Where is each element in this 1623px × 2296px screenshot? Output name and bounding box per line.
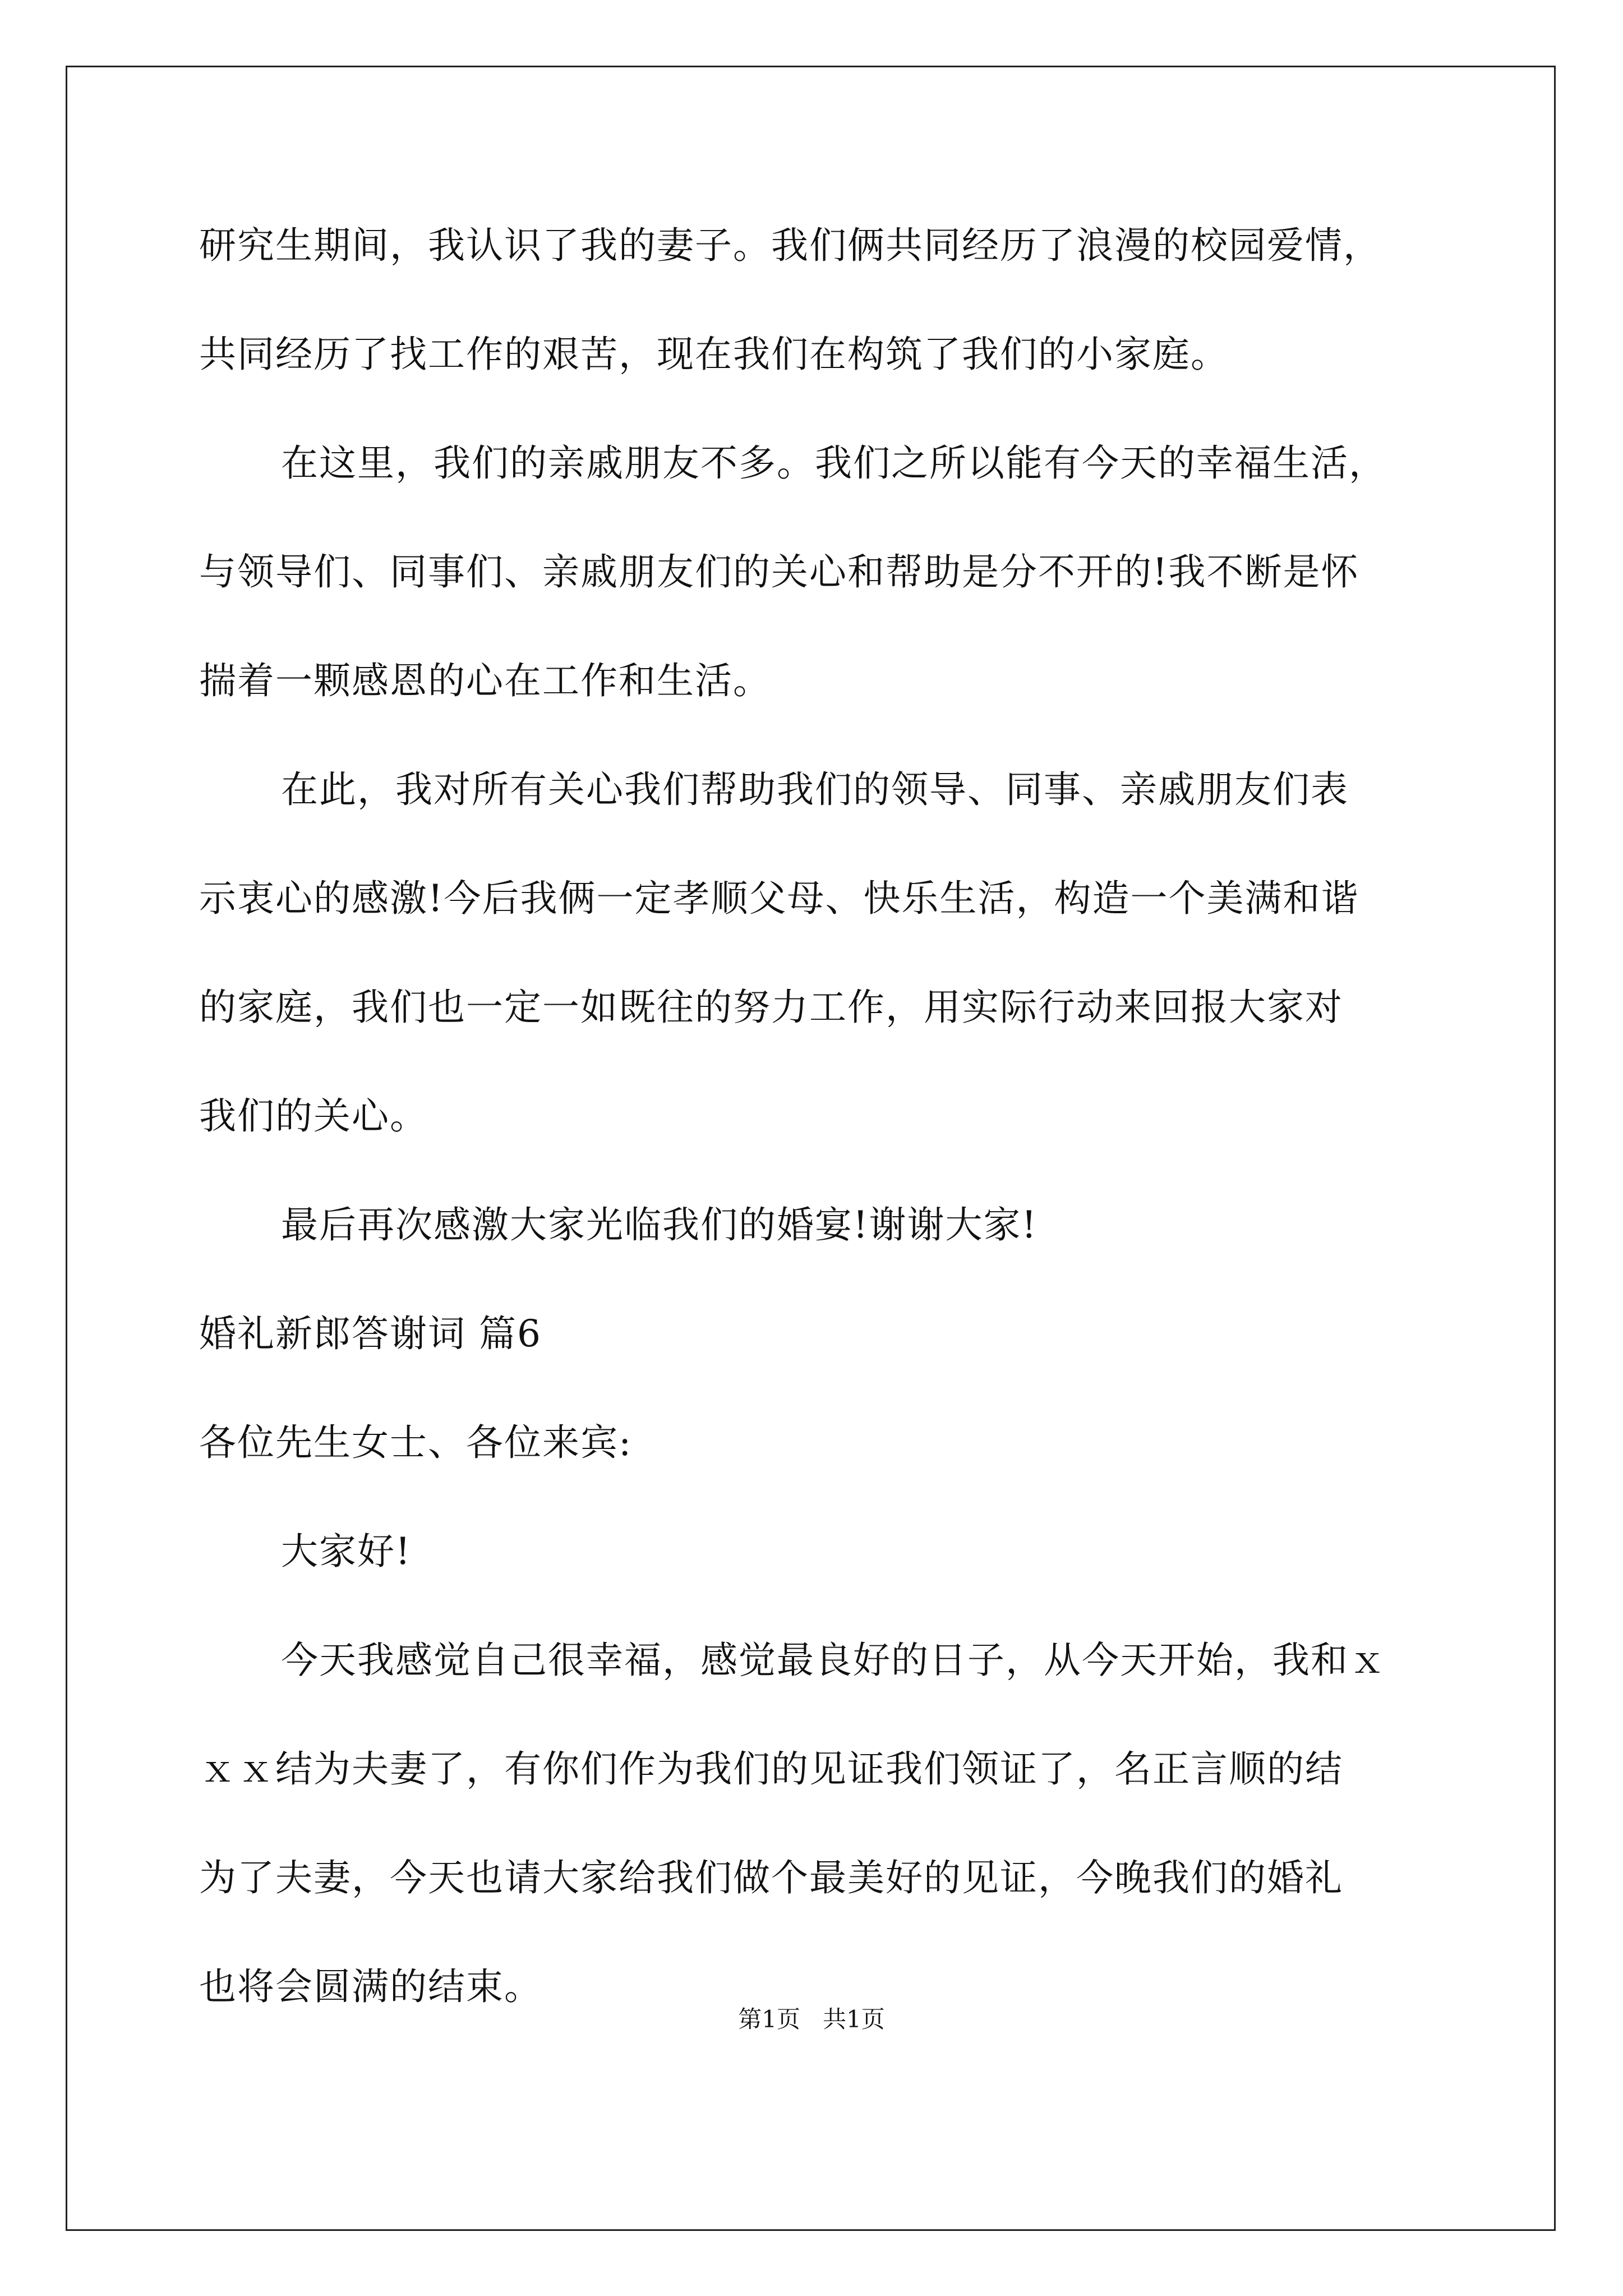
paragraph-line: 的家庭，我们也一定一如既往的努力工作，用实际行动来回报大家对 [199,986,1343,1029]
paragraph-line: 研究生期间，我认识了我的妻子。我们俩共同经历了浪漫的校园爱情， [199,224,1381,267]
paragraph-line: 也将会圆满的结束。 [199,1965,542,2008]
paragraph-line: 示衷心的感激!今后我俩一定孝顺父母、快乐生活，构造一个美满和谐 [199,877,1359,920]
paragraph-line: 揣着一颗感恩的心在工作和生活。 [199,659,771,702]
document-body [199,219,1427,2069]
paragraph-line: 我们的关心。 [199,1094,428,1138]
paragraph-line: 最后再次感激大家光临我们的婚宴!谢谢大家! [281,1203,1038,1246]
paragraph-line: 在此，我对所有关心我们帮助我们的领导、同事、亲戚朋友们表 [281,768,1349,811]
paragraph-line: ｘｘ结为夫妻了，有你们作为我们的见证我们领证了，名正言顺的结 [199,1747,1343,1791]
greeting-line: 大家好! [281,1530,412,1573]
paragraph-line: 与领导们、同事们、亲戚朋友们的关心和帮助是分不开的!我不断是怀 [199,550,1359,593]
salutation-line: 各位先生女士、各位来宾: [199,1421,633,1464]
page-number-footer: 第1页 共1页 [738,2005,885,2033]
paragraph-line: 为了夫妻，今天也请大家给我们做个最美好的见证，今晚我们的婚礼 [199,1856,1343,1899]
section-heading: 婚礼新郎答谢词 篇6 [199,1312,542,1355]
paragraph-line: 在这里，我们的亲戚朋友不多。我们之所以能有今天的幸福生活， [281,441,1387,485]
paragraph-line: 共同经历了找工作的艰苦，现在我们在构筑了我们的小家庭。 [199,333,1229,376]
paragraph-line: 今天我感觉自己很幸福，感觉最良好的日子，从今天开始，我和ｘ [281,1639,1387,1682]
